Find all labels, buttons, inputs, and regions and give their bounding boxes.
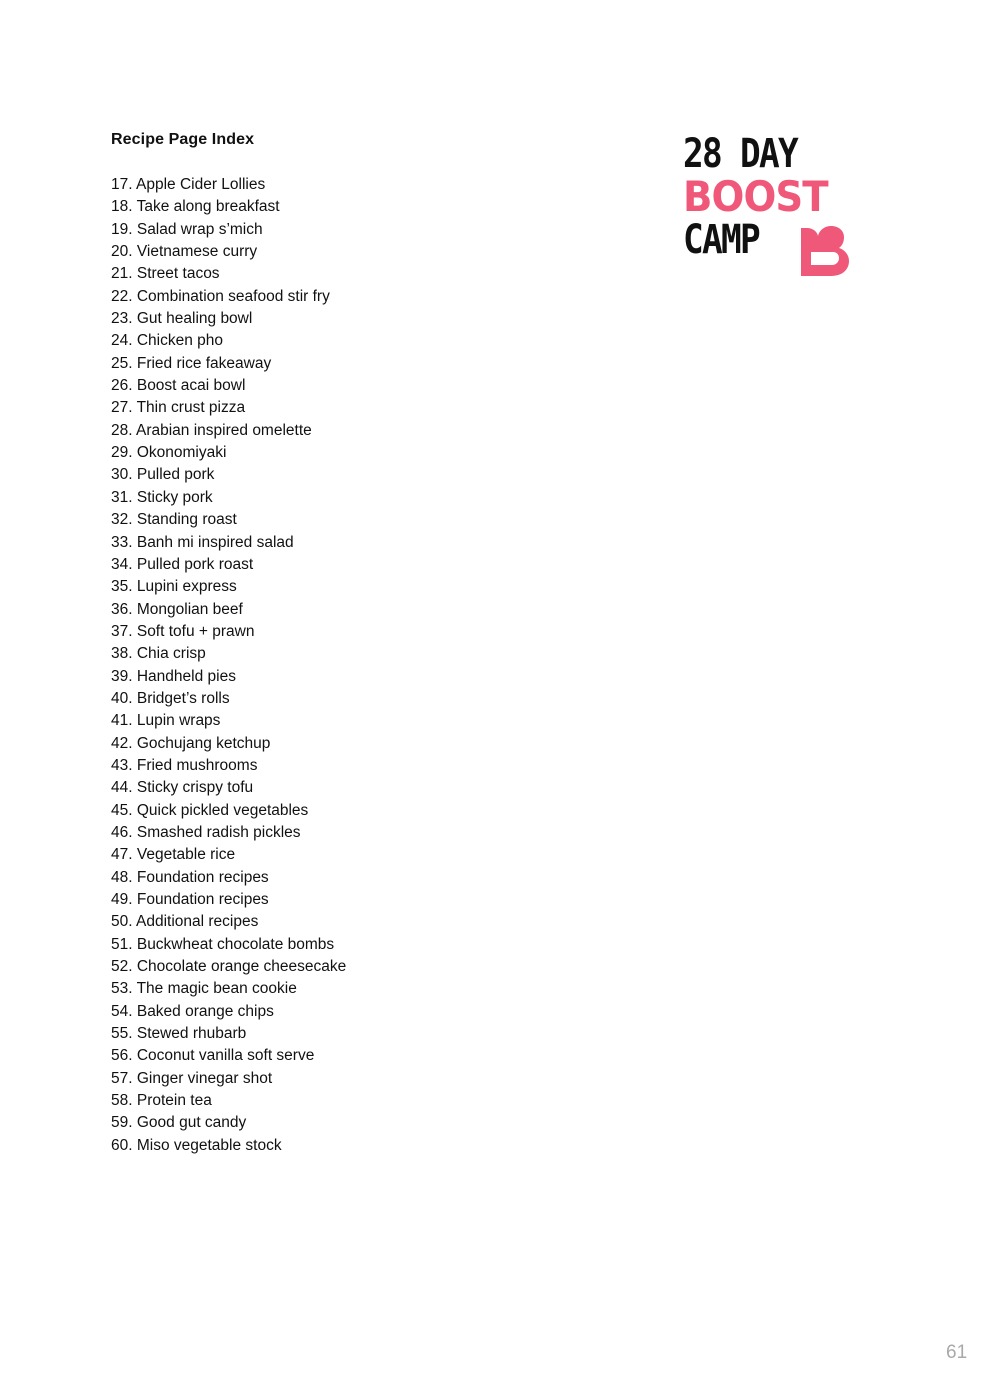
page-number: 61 (946, 1342, 968, 1363)
recipe-list-item: 22. Combination seafood stir fry (111, 287, 330, 305)
logo-line-28-day: 28 DAY (683, 131, 797, 177)
recipe-list-item: 47. Vegetable rice (111, 846, 236, 864)
recipe-list-item: 40. Bridget’s rolls (111, 689, 230, 707)
logo-line-camp: CAMP (683, 217, 759, 263)
recipe-list-item: 17. Apple Cider Lollies (111, 176, 266, 193)
recipe-list-item: 33. Banh mi inspired salad (111, 533, 294, 551)
recipe-list-item: 54. Baked orange chips (111, 1002, 274, 1020)
recipe-index-list (111, 174, 346, 1157)
recipe-list-item: 48. Foundation recipes (111, 868, 269, 886)
brand-logo (683, 131, 853, 284)
recipe-list-item: 42. Gochujang ketchup (111, 734, 271, 752)
recipe-list-item: 25. Fried rice fakeaway (111, 354, 272, 372)
recipe-list-item: 51. Buckwheat chocolate bombs (111, 935, 335, 953)
recipe-list-item: 21. Street tacos (111, 265, 220, 283)
recipe-list-item: 59. Good gut candy (111, 1114, 247, 1132)
recipe-list-item: 45. Quick pickled vegetables (111, 801, 309, 819)
recipe-list-item: 44. Sticky crispy tofu (111, 779, 254, 797)
recipe-list-item: 55. Stewed rhubarb (111, 1025, 247, 1043)
recipe-list-item: 36. Mongolian beef (111, 600, 243, 618)
recipe-list-item: 46. Smashed radish pickles (111, 823, 301, 841)
recipe-list-item: 24. Chicken pho (111, 332, 224, 350)
recipe-list-item: 18. Take along breakfast (111, 198, 280, 216)
recipe-list-item: 43. Fried mushrooms (111, 756, 258, 774)
recipe-list-item: 20. Vietnamese curry (111, 243, 258, 261)
recipe-list-item: 52. Chocolate orange cheesecake (111, 958, 347, 976)
recipe-list-item: 57. Ginger vinegar shot (111, 1069, 273, 1087)
recipe-list-item: 50. Additional recipes (111, 913, 259, 931)
recipe-list-item: 56. Coconut vanilla soft serve (111, 1047, 315, 1065)
recipe-list-item: 29. Okonomiyaki (111, 444, 227, 462)
recipe-list-item: 37. Soft tofu + prawn (111, 622, 255, 640)
recipe-list-item: 27. Thin crust pizza (111, 399, 246, 417)
recipe-list-item: 41. Lupin wraps (111, 712, 221, 730)
recipe-list-item: 19. Salad wrap s’mich (111, 220, 263, 238)
recipe-list-item: 30. Pulled pork (111, 466, 215, 484)
recipe-list-item: 28. Arabian inspired omelette (111, 421, 312, 439)
recipe-list-item: 31. Sticky pork (111, 488, 213, 506)
recipe-list-item: 53. The magic bean cookie (111, 980, 297, 998)
heart-b-logo-icon (791, 222, 851, 282)
recipe-list-item: 23. Gut healing bowl (111, 310, 253, 328)
recipe-list-item: 26. Boost acai bowl (111, 377, 246, 395)
recipe-list-item: 49. Foundation recipes (111, 891, 269, 908)
recipe-list-item: 35. Lupini express (111, 578, 237, 596)
page-heading: Recipe Page Index (111, 131, 255, 148)
recipe-list-item: 38. Chia crisp (111, 645, 206, 663)
logo-line-boost: BOOST (683, 172, 828, 221)
recipe-list-item: 39. Handheld pies (111, 667, 236, 685)
recipe-list-item: 60. Miso vegetable stock (111, 1136, 282, 1154)
recipe-list-item: 32. Standing roast (111, 511, 237, 529)
recipe-list-item: 34. Pulled pork roast (111, 555, 254, 573)
recipe-list-item: 58. Protein tea (111, 1092, 212, 1110)
